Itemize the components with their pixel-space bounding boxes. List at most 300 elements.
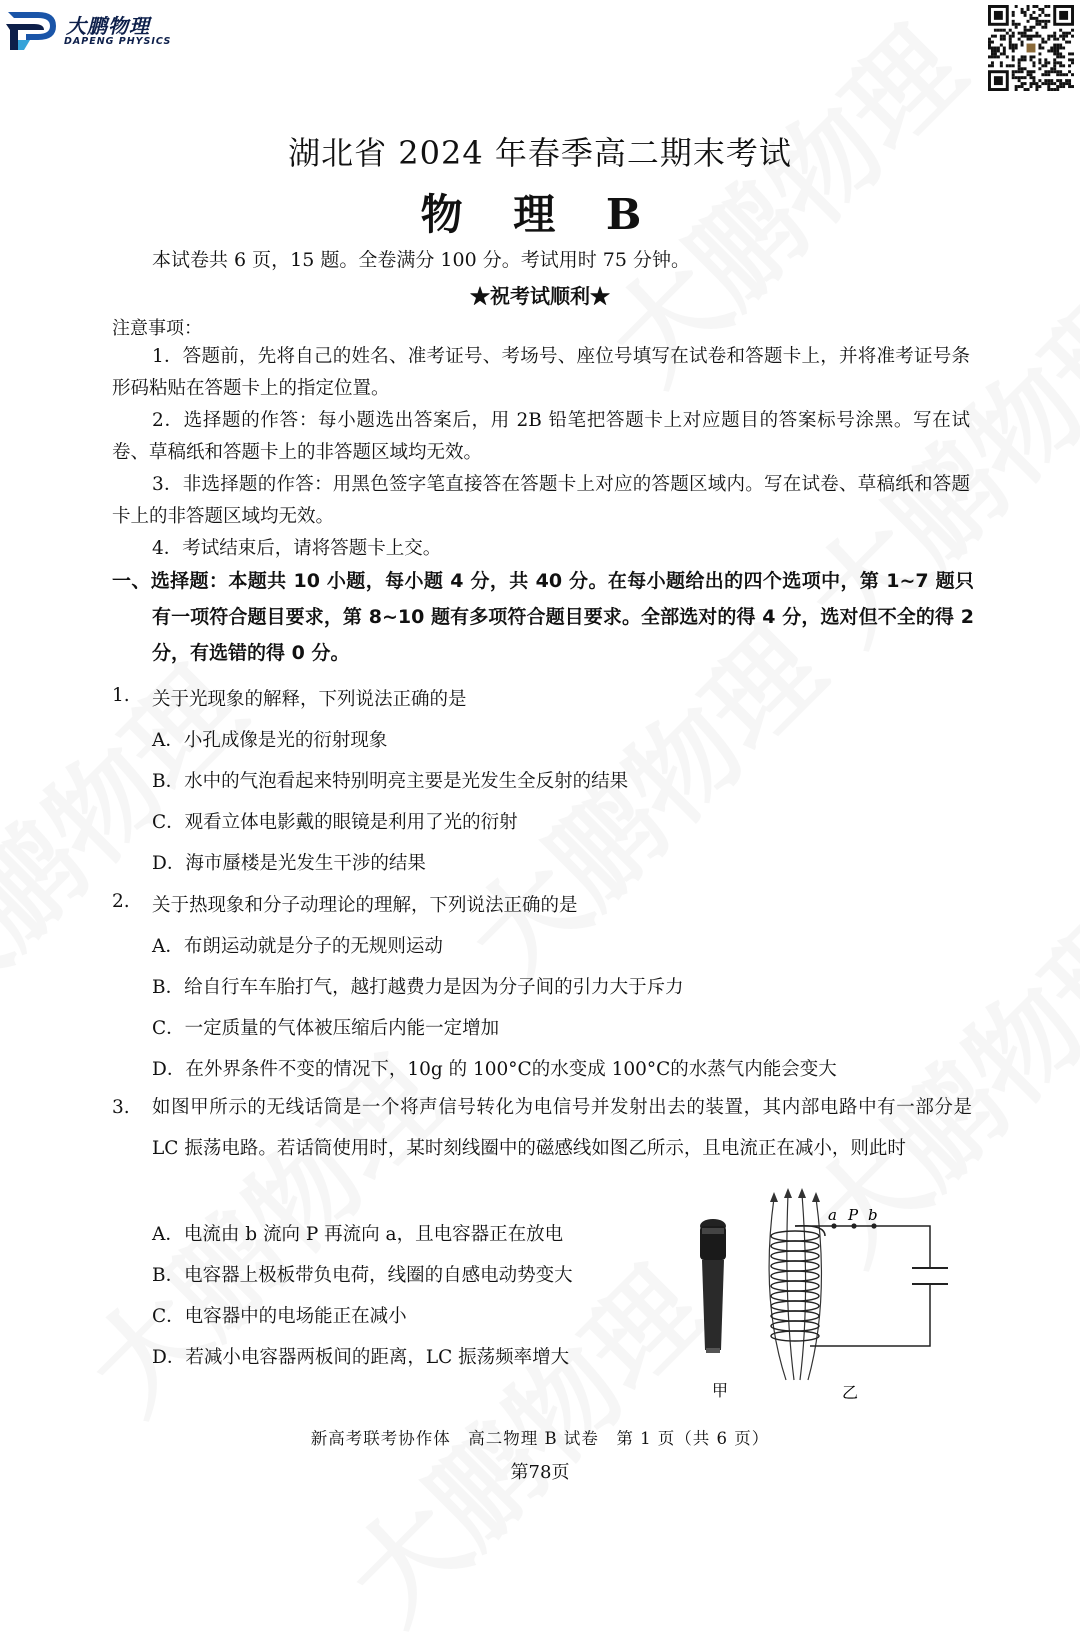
qr-module xyxy=(1053,82,1056,85)
qr-module xyxy=(1050,35,1053,38)
qr-module xyxy=(1068,82,1071,85)
qr-code xyxy=(988,5,1074,91)
qr-module xyxy=(1021,11,1024,14)
qr-module xyxy=(1065,41,1068,44)
qr-module xyxy=(1035,85,1038,88)
qr-module xyxy=(1050,49,1053,52)
question-number: 3. xyxy=(112,1097,130,1118)
qr-module xyxy=(1053,44,1056,47)
qr-module xyxy=(1030,70,1033,73)
qr-module xyxy=(1030,17,1033,20)
qr-module xyxy=(1035,32,1038,35)
qr-module xyxy=(1044,58,1047,61)
qr-module xyxy=(994,52,997,55)
qr-module xyxy=(1027,35,1030,38)
qr-module xyxy=(1047,5,1050,8)
qr-module xyxy=(1065,35,1068,38)
qr-module xyxy=(1047,38,1050,41)
qr-module xyxy=(1030,35,1033,38)
coil-loop xyxy=(771,1331,819,1341)
qr-module xyxy=(1003,38,1006,41)
qr-module xyxy=(1068,58,1071,61)
qr-module xyxy=(1044,5,1047,8)
qr-module xyxy=(1032,79,1035,82)
label-p: P xyxy=(848,1206,859,1224)
exam-wish: ★祝考试顺利★ xyxy=(470,284,610,308)
qr-module xyxy=(1024,14,1027,17)
question-stem: 关于热现象和分子动理论的理解，下列说法正确的是 xyxy=(152,895,578,916)
qr-module xyxy=(1041,38,1044,41)
qr-module xyxy=(1012,35,1015,38)
qr-module xyxy=(1053,47,1056,50)
qr-module xyxy=(1003,35,1006,38)
qr-module xyxy=(988,47,991,50)
qr-module xyxy=(994,29,997,32)
qr-module xyxy=(1021,8,1024,11)
question-number: 2. xyxy=(112,891,130,912)
qr-module xyxy=(1053,38,1056,41)
coil-loop xyxy=(771,1291,819,1301)
qr-module xyxy=(1065,82,1068,85)
coil-loop xyxy=(771,1281,819,1291)
qr-module xyxy=(1062,32,1065,35)
qr-module xyxy=(1012,11,1015,14)
qr-module xyxy=(1012,49,1015,52)
qr-module xyxy=(1030,29,1033,32)
question-option: A．电流由 b 流向 P 再流向 a，且电容器正在放电 xyxy=(152,1224,564,1245)
qr-module xyxy=(1068,41,1071,44)
qr-module xyxy=(997,47,1000,50)
field-arrow-icons xyxy=(770,1188,820,1202)
qr-module xyxy=(1044,41,1047,44)
qr-module xyxy=(1030,55,1033,58)
qr-module xyxy=(1015,23,1018,26)
notice-heading: 注意事项： xyxy=(112,318,202,339)
logo-text-en: DAPENG PHYSICS xyxy=(64,36,172,47)
qr-module xyxy=(1009,44,1012,47)
coil-loop xyxy=(771,1261,819,1271)
label-b: b xyxy=(868,1206,878,1224)
qr-module xyxy=(988,55,991,58)
qr-module xyxy=(1032,82,1035,85)
qr-module xyxy=(1035,82,1038,85)
qr-module xyxy=(1038,20,1041,23)
qr-module xyxy=(1003,49,1006,52)
qr-module xyxy=(1071,61,1074,64)
qr-module xyxy=(1027,88,1030,91)
qr-module xyxy=(1059,82,1062,85)
qr-module xyxy=(991,41,994,44)
qr-module xyxy=(1038,67,1041,70)
question-option: A．小孔成像是光的衍射现象 xyxy=(152,730,388,751)
qr-module xyxy=(1024,58,1027,61)
question-stem: 关于光现象的解释，下列说法正确的是 xyxy=(152,689,467,710)
qr-module xyxy=(1059,35,1062,38)
qr-module xyxy=(1038,52,1041,55)
qr-module xyxy=(1000,38,1003,41)
qr-module xyxy=(1024,82,1027,85)
qr-module xyxy=(1053,32,1056,35)
qr-module xyxy=(1050,79,1053,82)
qr-module xyxy=(1068,70,1071,73)
qr-module xyxy=(1027,73,1030,76)
qr-module xyxy=(1021,41,1024,44)
qr-module xyxy=(1000,64,1003,67)
qr-module xyxy=(991,49,994,52)
qr-center-image xyxy=(1027,44,1036,53)
qr-module xyxy=(1027,20,1030,23)
qr-module xyxy=(1012,73,1015,76)
qr-module xyxy=(988,64,991,67)
qr-module xyxy=(1021,55,1024,58)
qr-module xyxy=(1032,26,1035,29)
qr-module xyxy=(1027,38,1030,41)
qr-module xyxy=(1027,70,1030,73)
qr-module xyxy=(1009,38,1012,41)
qr-module xyxy=(1018,67,1021,70)
question-option: D．海市蜃楼是光发生干涉的结果 xyxy=(152,853,426,874)
qr-module xyxy=(1024,55,1027,58)
qr-module xyxy=(1056,73,1059,76)
qr-module xyxy=(1032,76,1035,79)
qr-module xyxy=(1009,41,1012,44)
qr-module xyxy=(1015,76,1018,79)
question-option: D．在外界条件不变的情况下，10g 的 100°C的水变成 100°C的水蒸气内能会变大 xyxy=(152,1059,837,1080)
coil-loop xyxy=(771,1311,819,1321)
qr-module xyxy=(1000,52,1003,55)
qr-module xyxy=(1015,70,1018,73)
qr-module xyxy=(1018,79,1021,82)
qr-module xyxy=(1071,52,1074,55)
qr-module xyxy=(1012,70,1015,73)
question-option: B．给自行车车胎打气，越打越费力是因为分子间的引力大于斥力 xyxy=(152,977,684,998)
question-option: C．一定质量的气体被压缩后内能一定增加 xyxy=(152,1018,500,1039)
qr-module xyxy=(1015,47,1018,50)
qr-module xyxy=(1018,32,1021,35)
qr-code-icon xyxy=(988,5,1074,91)
qr-module xyxy=(1059,52,1062,55)
qr-module xyxy=(1041,11,1044,14)
caption-jia: 甲 xyxy=(712,1381,729,1400)
qr-module xyxy=(997,29,1000,32)
qr-module xyxy=(1059,70,1062,73)
qr-module xyxy=(988,38,991,41)
qr-module xyxy=(1021,67,1024,70)
qr-module xyxy=(1032,64,1035,67)
qr-module xyxy=(1032,35,1035,38)
qr-module xyxy=(1059,44,1062,47)
qr-module xyxy=(1068,64,1071,67)
qr-module xyxy=(1024,67,1027,70)
qr-module xyxy=(1038,8,1041,11)
qr-module xyxy=(1021,70,1024,73)
qr-module xyxy=(1015,85,1018,88)
circuit-figure xyxy=(690,1180,980,1410)
question-option: D．若减小电容器两板间的距离，LC 振荡频率增大 xyxy=(152,1347,570,1368)
qr-module xyxy=(1030,58,1033,61)
qr-finder xyxy=(994,11,1003,20)
dapeng-logo-icon xyxy=(4,4,64,56)
qr-module xyxy=(1015,5,1018,8)
qr-module xyxy=(1009,35,1012,38)
qr-module xyxy=(1053,88,1056,91)
qr-module xyxy=(1032,17,1035,20)
qr-module xyxy=(1059,79,1062,82)
exam-title: 湖北省 2024 年春季高二期末考试 xyxy=(288,134,792,172)
qr-module xyxy=(1038,23,1041,26)
qr-module xyxy=(1012,55,1015,58)
qr-module xyxy=(1047,73,1050,76)
qr-module xyxy=(1018,38,1021,41)
qr-module xyxy=(997,55,1000,58)
qr-module xyxy=(1044,14,1047,17)
qr-module xyxy=(1021,82,1024,85)
qr-module xyxy=(1047,49,1050,52)
qr-module xyxy=(1062,47,1065,50)
qr-module xyxy=(1047,35,1050,38)
qr-module xyxy=(1062,64,1065,67)
qr-module xyxy=(1000,35,1003,38)
qr-module xyxy=(1059,55,1062,58)
question-option: B．水中的气泡看起来特别明亮主要是光发生全反射的结果 xyxy=(152,771,629,792)
qr-module xyxy=(1015,88,1018,91)
qr-module xyxy=(1012,58,1015,61)
qr-module xyxy=(1035,23,1038,26)
qr-module xyxy=(1030,73,1033,76)
qr-module xyxy=(1050,47,1053,50)
notice-item: 3．非选择题的作答：用黑色签字笔直接答在答题卡上对应的答题区域内。写在试卷、草稿纸和答题卡上的非答题区域均无效。 xyxy=(112,474,970,527)
qr-module xyxy=(1012,47,1015,50)
qr-module xyxy=(1056,88,1059,91)
qr-module xyxy=(994,55,997,58)
qr-module xyxy=(1024,88,1027,91)
question-number: 1. xyxy=(112,685,130,706)
qr-module xyxy=(1038,58,1041,61)
coil-loop xyxy=(771,1241,819,1251)
qr-module xyxy=(1038,14,1041,17)
qr-module xyxy=(1071,35,1074,38)
qr-module xyxy=(1062,85,1065,88)
qr-module xyxy=(1000,61,1003,64)
qr-module xyxy=(1059,73,1062,76)
qr-module xyxy=(1018,85,1021,88)
qr-module xyxy=(1065,73,1068,76)
qr-module xyxy=(1056,79,1059,82)
qr-module xyxy=(1053,35,1056,38)
qr-module xyxy=(1032,55,1035,58)
qr-module xyxy=(1059,47,1062,50)
qr-module xyxy=(1030,38,1033,41)
qr-module xyxy=(1038,61,1041,64)
qr-module xyxy=(1056,49,1059,52)
microphone-icon xyxy=(700,1219,726,1353)
qr-module xyxy=(1018,58,1021,61)
qr-module xyxy=(1035,20,1038,23)
qr-module xyxy=(1053,70,1056,73)
qr-module xyxy=(1041,41,1044,44)
qr-module xyxy=(1041,20,1044,23)
qr-module xyxy=(1030,76,1033,79)
qr-module xyxy=(1047,14,1050,17)
question-option: C．电容器中的电场能正在减小 xyxy=(152,1306,407,1327)
qr-module xyxy=(1038,85,1041,88)
question-stem: 如图甲所示的无线话筒是一个将声信号转化为电信号并发射出去的装置，其内部电路中有一部分是 LC 振荡电路。若话筒使用时，某时刻线圈中的磁感线如图乙所示，且电流正在减小，则此时 xyxy=(152,1097,972,1159)
qr-module xyxy=(1041,82,1044,85)
page-number: 第78页 xyxy=(510,1462,570,1483)
qr-module xyxy=(1053,52,1056,55)
qr-module xyxy=(1018,61,1021,64)
qr-module xyxy=(1041,47,1044,50)
qr-module xyxy=(1041,26,1044,29)
label-a: a xyxy=(828,1206,837,1224)
qr-module xyxy=(1056,47,1059,50)
coil-loop xyxy=(771,1321,819,1331)
qr-module xyxy=(1003,47,1006,50)
qr-module xyxy=(1015,44,1018,47)
qr-module xyxy=(1044,64,1047,67)
coil-loop xyxy=(771,1271,819,1281)
qr-module xyxy=(1041,73,1044,76)
section-heading: 一、选择题：本题共 10 小题，每小题 4 分，共 40 分。在每小题给出的四个选项中，第 1~7 题只有一项符合题目要求，第 8~10 题有多项符合题目要求。全部选对的得 4 分，选对但不全的得 2 分，有选错的得 0 分。 xyxy=(112,570,974,664)
qr-module xyxy=(1012,23,1015,26)
qr-module xyxy=(1062,55,1065,58)
qr-module xyxy=(1021,32,1024,35)
qr-module xyxy=(1021,44,1024,47)
qr-module xyxy=(988,44,991,47)
qr-module xyxy=(1050,88,1053,91)
qr-module xyxy=(1044,26,1047,29)
qr-module xyxy=(1035,88,1038,91)
qr-module xyxy=(1012,20,1015,23)
qr-module xyxy=(1018,23,1021,26)
qr-module xyxy=(1056,55,1059,58)
qr-module xyxy=(1027,8,1030,11)
qr-module xyxy=(1032,61,1035,64)
qr-module xyxy=(1024,11,1027,14)
qr-module xyxy=(1003,29,1006,32)
qr-module xyxy=(1024,76,1027,79)
qr-module xyxy=(991,47,994,50)
qr-module xyxy=(1056,44,1059,47)
qr-module xyxy=(1047,61,1050,64)
qr-module xyxy=(1027,5,1030,8)
qr-module xyxy=(1047,88,1050,91)
qr-module xyxy=(1059,61,1062,64)
qr-module xyxy=(1059,29,1062,32)
qr-module xyxy=(1035,5,1038,8)
qr-module xyxy=(1068,85,1071,88)
qr-module xyxy=(1038,35,1041,38)
qr-module xyxy=(1012,64,1015,67)
qr-module xyxy=(1000,44,1003,47)
brand-logo xyxy=(4,4,184,56)
qr-module xyxy=(1044,79,1047,82)
qr-module xyxy=(1059,64,1062,67)
qr-module xyxy=(1035,17,1038,20)
qr-module xyxy=(1053,49,1056,52)
page-footer: 新高考联考协作体 高二物理 B 试卷 第 1 页（共 6 页） xyxy=(310,1429,770,1448)
qr-module xyxy=(1068,52,1071,55)
qr-module xyxy=(1024,35,1027,38)
qr-module xyxy=(1021,85,1024,88)
qr-module xyxy=(1021,35,1024,38)
exam-subject: 物 理 B xyxy=(420,190,660,239)
qr-module xyxy=(1032,5,1035,8)
qr-module xyxy=(997,49,1000,52)
qr-module xyxy=(1000,29,1003,32)
question-option: C．观看立体电影戴的眼镜是利用了光的衍射 xyxy=(152,812,518,833)
question-option: A．布朗运动就是分子的无规则运动 xyxy=(152,936,443,957)
qr-module xyxy=(1056,70,1059,73)
qr-module xyxy=(1015,26,1018,29)
exam-intro: 本试卷共 6 页，15 题。全卷满分 100 分。考试用时 75 分钟。 xyxy=(152,249,690,271)
qr-finder xyxy=(1059,11,1068,20)
qr-module xyxy=(1038,44,1041,47)
qr-module xyxy=(1003,52,1006,55)
qr-module xyxy=(1056,85,1059,88)
qr-module xyxy=(1024,32,1027,35)
qr-module xyxy=(1024,26,1027,29)
qr-module xyxy=(1009,64,1012,67)
qr-module xyxy=(1038,47,1041,50)
qr-module xyxy=(1041,64,1044,67)
qr-module xyxy=(1047,70,1050,73)
qr-module xyxy=(1009,47,1012,50)
qr-module xyxy=(991,35,994,38)
qr-module xyxy=(1032,11,1035,14)
qr-module xyxy=(1062,38,1065,41)
qr-module xyxy=(1068,79,1071,82)
qr-module xyxy=(1071,29,1074,32)
qr-module xyxy=(1044,23,1047,26)
microphone-lc-circuit-diagram xyxy=(690,1180,980,1410)
qr-module xyxy=(991,52,994,55)
qr-module xyxy=(1053,64,1056,67)
coil-loop xyxy=(771,1251,819,1261)
qr-module xyxy=(1035,35,1038,38)
qr-module xyxy=(1018,70,1021,73)
qr-module xyxy=(1024,29,1027,32)
notice-item: 1．答题前，先将自己的姓名、准考证号、考场号、座位号填写在试卷和答题卡上，并将准考证号条形码粘贴在答题卡上的指定位置。 xyxy=(112,346,970,399)
qr-module xyxy=(1065,79,1068,82)
qr-module xyxy=(1071,58,1074,61)
qr-module xyxy=(994,47,997,50)
qr-module xyxy=(1027,29,1030,32)
qr-module xyxy=(1030,82,1033,85)
qr-module xyxy=(1044,82,1047,85)
inductor-coil xyxy=(771,1231,819,1341)
question-option: B．电容器上极板带负电荷，线圈的自感电动势变大 xyxy=(152,1265,573,1286)
coil-loop xyxy=(771,1231,819,1241)
qr-module xyxy=(1032,70,1035,73)
qr-module xyxy=(1009,29,1012,32)
qr-module xyxy=(1018,64,1021,67)
notice-item: 2．选择题的作答：每小题选出答案后，用 2B 铅笔把答题卡上对应题目的答案标号涂黑。写在试卷、草稿纸和答题卡上的非答题区域均无效。 xyxy=(112,410,970,463)
qr-module xyxy=(1047,82,1050,85)
magnetic-field-lines xyxy=(769,1194,821,1380)
qr-module xyxy=(991,61,994,64)
qr-module xyxy=(1065,32,1068,35)
qr-module xyxy=(1012,76,1015,79)
qr-module xyxy=(1062,82,1065,85)
qr-module xyxy=(1059,85,1062,88)
qr-module xyxy=(994,49,997,52)
qr-module xyxy=(1018,76,1021,79)
qr-module xyxy=(1030,85,1033,88)
qr-module xyxy=(1021,76,1024,79)
notice-item: 4．考试结束后，请将答题卡上交。 xyxy=(152,538,442,559)
qr-module xyxy=(1030,14,1033,17)
